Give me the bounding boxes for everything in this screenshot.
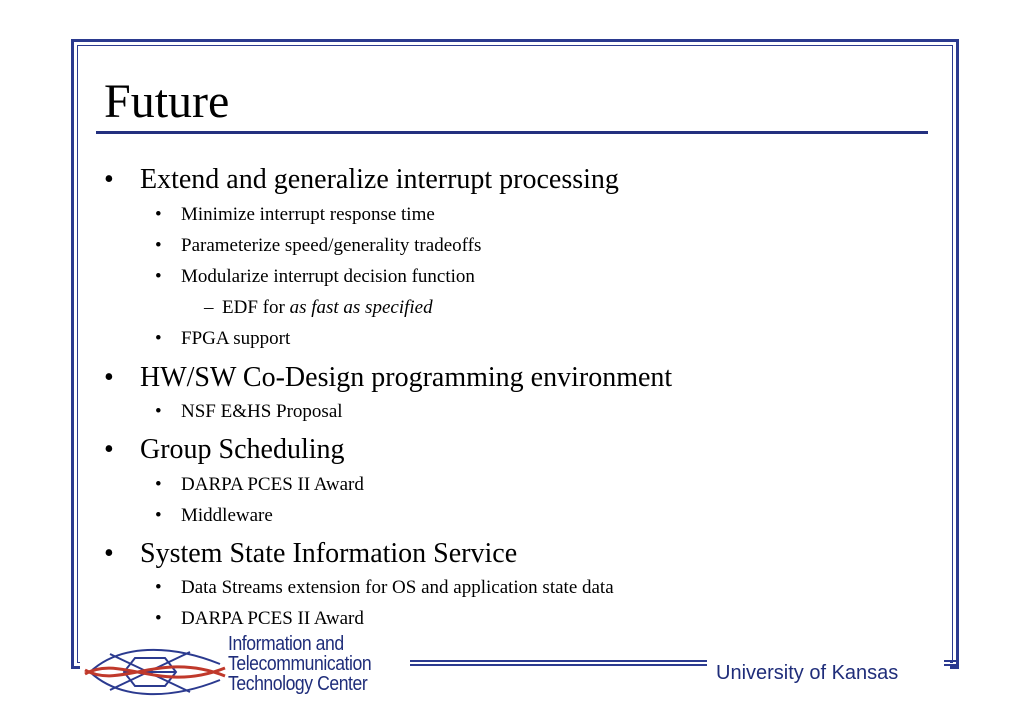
list-item (104, 362, 673, 394)
list-item (155, 327, 291, 351)
bullet-marker: • (104, 362, 114, 393)
logo-line: Telecommunication (228, 653, 372, 675)
slide-title: Future (104, 75, 230, 128)
list-item-text: HW/SW Co-Design programming environment (140, 362, 673, 393)
list-item (104, 538, 518, 570)
list-item-text: FPGA support (181, 328, 291, 349)
list-item-text: EDF for (222, 297, 290, 318)
bullet-marker: • (155, 474, 162, 495)
bullet-marker: • (155, 577, 162, 598)
list-item-text: DARPA PCES II Award (181, 474, 364, 495)
logo-wordmark (228, 634, 371, 694)
bullet-marker: • (104, 164, 114, 195)
list-item (155, 265, 475, 289)
bullet-marker: • (155, 401, 162, 422)
dash-marker: – (204, 297, 214, 318)
ittc-logo (80, 634, 410, 704)
list-item-italic: as fast as specified (289, 297, 433, 318)
bullet-marker: • (155, 235, 162, 256)
bullet-marker: • (155, 608, 162, 629)
bullet-marker: • (104, 538, 114, 569)
list-item-text: Modularize interrupt decision function (181, 266, 475, 287)
list-item-text: Parameterize speed/generality tradeoffs (181, 235, 482, 256)
list-item-text: DARPA PCES II Award (181, 608, 364, 629)
bullet-marker: • (155, 266, 162, 287)
list-item (155, 504, 273, 528)
list-item-text: Extend and generalize interrupt processing (140, 164, 619, 195)
list-item (155, 234, 482, 258)
footer-rule (395, 660, 707, 666)
list-item-text: Data Streams extension for OS and application state data (181, 577, 614, 598)
list-item-text: System State Information Service (140, 538, 518, 569)
list-item-text: Middleware (181, 505, 273, 526)
list-item (155, 203, 435, 227)
list-item (104, 164, 619, 196)
list-item (155, 400, 343, 424)
logo-line: Information and (228, 633, 344, 655)
bullet-marker: • (155, 204, 162, 225)
footer-rule-end (944, 660, 959, 666)
bullet-marker: • (155, 328, 162, 349)
list-item (155, 607, 364, 631)
bullet-marker: • (104, 434, 114, 465)
list-item-text: Group Scheduling (140, 434, 345, 465)
ittc-emblem-icon (80, 634, 230, 704)
list-item (104, 434, 345, 466)
logo-line: Technology Center (228, 673, 368, 695)
list-item (155, 576, 614, 600)
list-item (155, 473, 364, 497)
list-item-text: Minimize interrupt response time (181, 204, 435, 225)
bullet-marker: • (155, 505, 162, 526)
list-item (204, 296, 433, 320)
list-item-text: NSF E&HS Proposal (181, 401, 343, 422)
institution-name: University of Kansas (716, 662, 899, 684)
